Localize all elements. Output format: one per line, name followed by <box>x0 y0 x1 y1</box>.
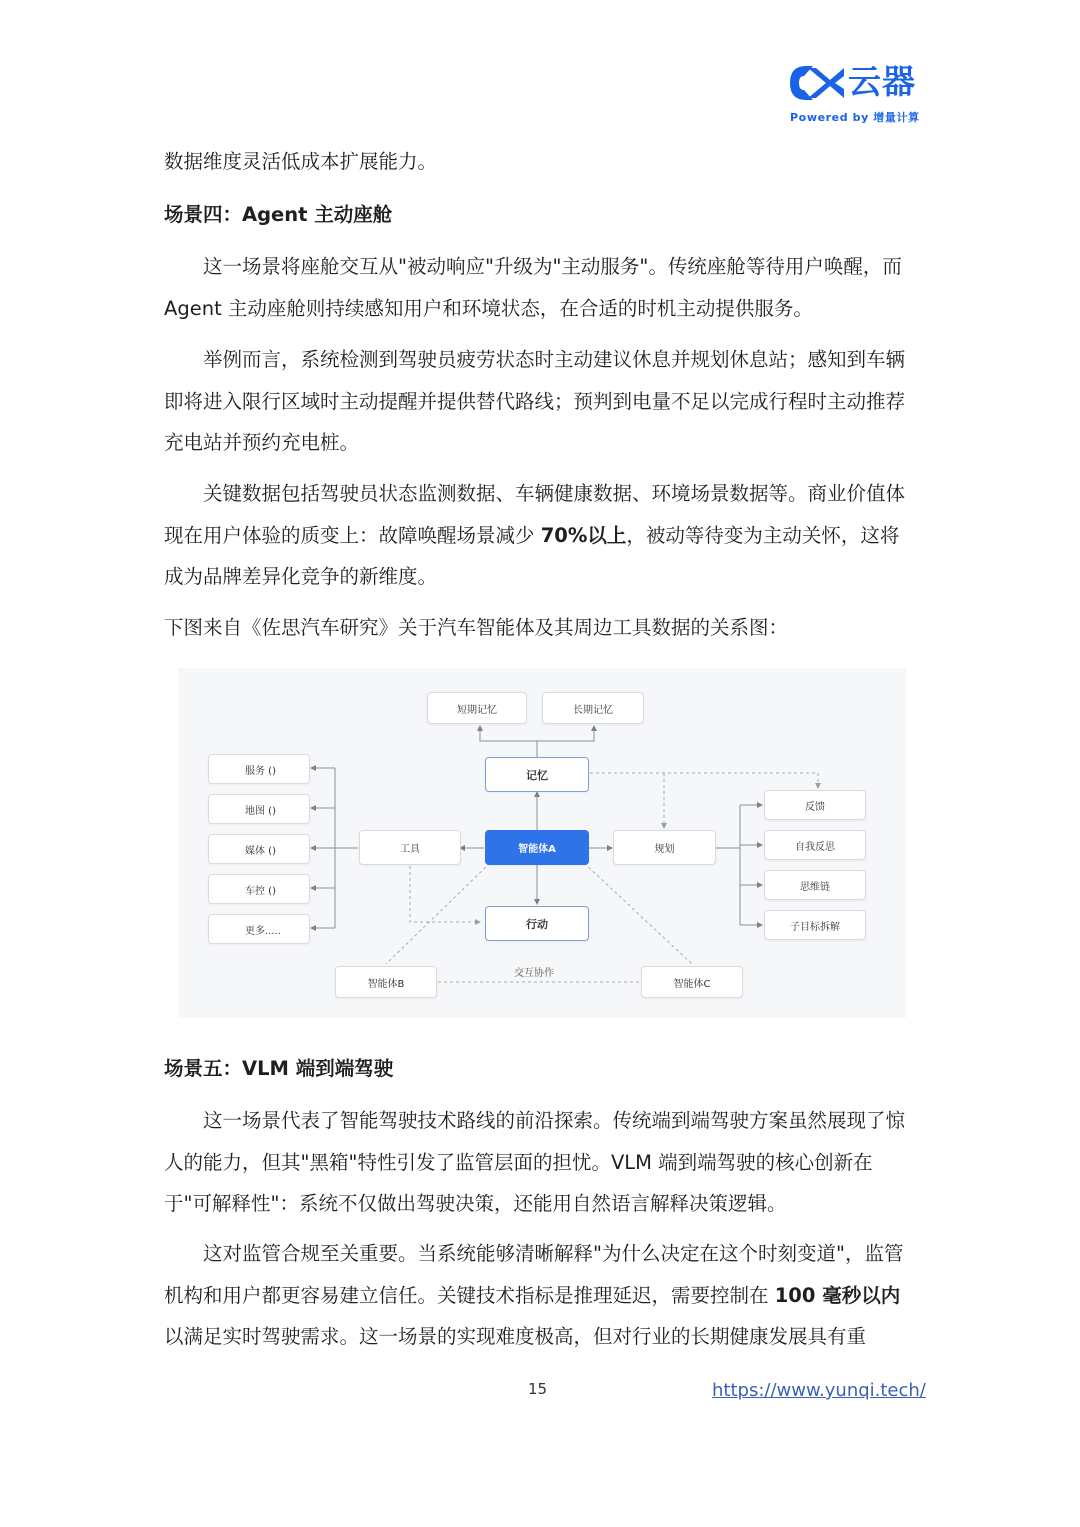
tool-item: 服务 () <box>208 754 310 784</box>
plan-item: 自我反思 <box>764 830 866 860</box>
tool-item: 车控 () <box>208 874 310 904</box>
paragraph-scenario-5-compliance <box>164 1233 916 1358</box>
paragraph-figure-intro: 下图来自《佐思汽车研究》关于汽车智能体及其周边工具数据的关系图： <box>164 616 789 639</box>
logo-subtitle: Powered by 增量计算 <box>790 111 920 124</box>
label-interaction: 交互协作 <box>514 968 554 979</box>
paragraph-scenario-4-intro: 这一场景将座舱交互从"被动响应"升级为"主动服务"。传统座舱等待用户唤醒，而Agent 主动座舱则持续感知用户和环境状态，在合适的时机主动提供服务。 <box>164 255 902 320</box>
tool-item: 地图 () <box>208 794 310 824</box>
paragraph-scenario-5-intro: 这一场景代表了智能驾驶技术路线的前沿探索。传统端到端驾驶方案虽然展现了惊人的能力，但其"黑箱"特性引发了监管层面的担忧。VLM 端到端驾驶的核心创新在于"可解释性"：系统不仅做出驾驶决策，还能用自然语言解释决策逻辑。 <box>164 1109 906 1215</box>
page-number: 15 <box>528 1380 548 1398</box>
plan-item: 思维链 <box>764 870 866 900</box>
section-heading-scenario-4: 场景四：Agent 主动座舱 <box>164 203 393 226</box>
paragraph-scenario-4-examples: 举例而言，系统检测到驾驶员疲劳状态时主动建议休息并规划休息站；感知到车辆即将进入限行区域时主动提醒并提供替代路线；预判到电量不足以完成行程时主动推荐充电站并预约充电桩。 <box>164 348 906 454</box>
yunqi-logo-icon <box>786 62 848 104</box>
tool-item: 媒体 () <box>208 834 310 864</box>
plan-item: 反馈 <box>764 790 866 820</box>
agent-relationship-diagram <box>178 668 906 1018</box>
text-run: 以满足实时驾驶需求。这一场景的实现难度极高，但对行业的长期健康发展具有重 <box>164 1325 867 1348</box>
paragraph-continuation: 数据维度灵活低成本扩展能力。 <box>164 150 438 173</box>
node-agent-b: 智能体B <box>335 966 437 998</box>
logo-name: 云器 <box>848 62 916 101</box>
node-long-term-memory: 长期记忆 <box>542 692 644 724</box>
yunqi-logo <box>786 62 926 126</box>
node-memory: 记忆 <box>485 757 589 792</box>
bold-metric: 100 毫秒以内 <box>774 1283 901 1307</box>
node-tools: 工具 <box>359 830 461 865</box>
section-heading-scenario-5: 场景五：VLM 端到端驾驶 <box>164 1057 394 1080</box>
tool-item: 更多..... <box>208 914 310 944</box>
website-link[interactable]: https://www.yunqi.tech/ <box>712 1380 926 1401</box>
node-short-term-memory: 短期记忆 <box>427 692 527 724</box>
paragraph-scenario-4-value <box>164 473 916 598</box>
node-agent-a: 智能体A <box>485 830 589 865</box>
text-run: ，被动等待变为主动关怀，这将成为品牌差异化竞争的新维度。 <box>164 523 900 588</box>
node-planning: 规划 <box>613 830 716 865</box>
bold-metric: 70%以上 <box>540 523 627 547</box>
node-agent-c: 智能体C <box>641 966 743 998</box>
text-run: 这对监管合规至关重要。当系统能够清晰解释"为什么决定在这个时刻变道"，监管机构和用户都更容易建立信任。关键技术指标是推理延迟，需要控制在 <box>164 1242 904 1307</box>
plan-item: 子目标拆解 <box>764 910 866 940</box>
node-action: 行动 <box>485 906 589 941</box>
text-run: 关键数据包括驾驶员状态监测数据、车辆健康数据、环境场景数据等。商业价值体现在用户体验的质变上：故障唤醒场景减少 <box>164 482 906 547</box>
